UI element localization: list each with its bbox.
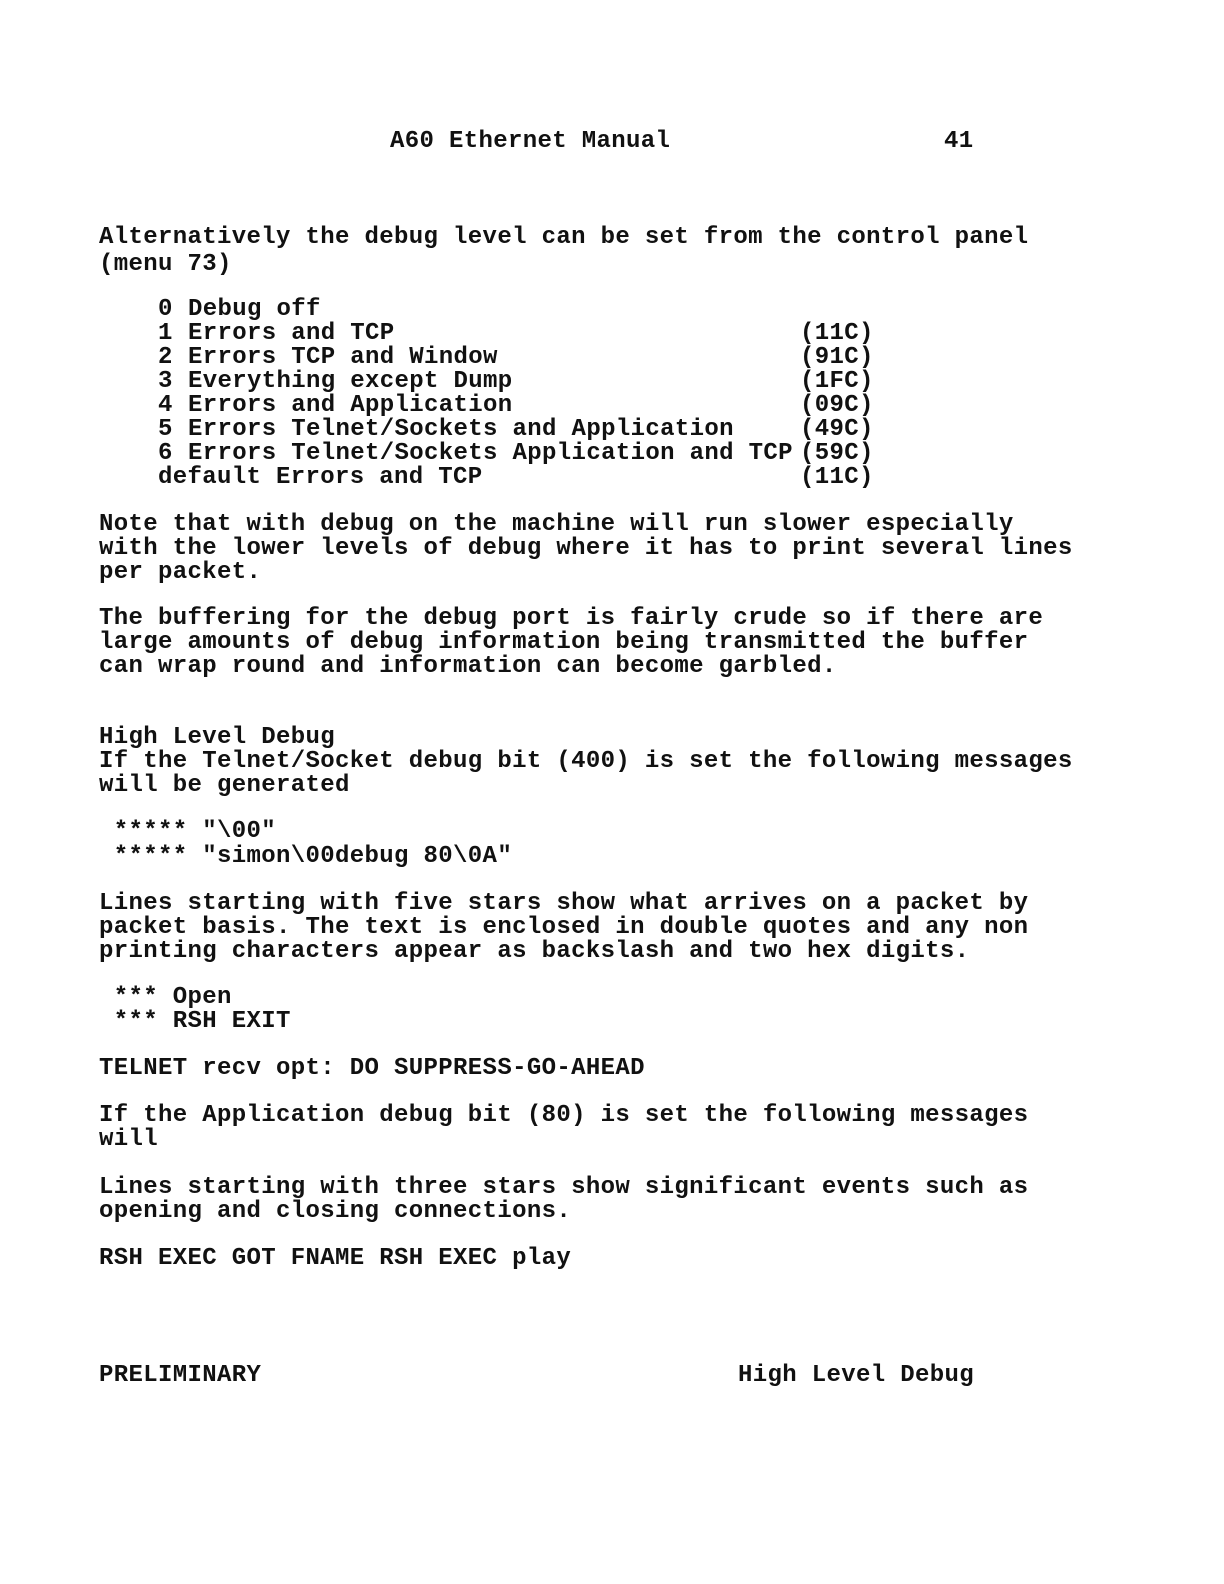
debug-level-code: (1FC) [800,368,874,395]
debug-level-number: 6 [158,440,173,467]
three-star-example: *** RSH EXIT [99,1008,291,1035]
debug-level-desc: Errors Telnet/Sockets Application and TCP [188,440,793,467]
intro-line-2: (menu 73) [99,251,232,278]
debug-level-code: (49C) [800,416,874,443]
buffer-paragraph-line: The buffering for the debug port is fairly crude so if there are [99,605,1044,632]
debug-level-number: 2 [158,344,173,371]
debug-level-default-code: (11C) [800,464,874,491]
footer-section-name: High Level Debug [738,1362,975,1389]
debug-level-code: (11C) [800,320,874,347]
section-heading: High Level Debug [99,724,336,751]
note-paragraph-line: per packet. [99,559,262,586]
section-intro-line: If the Telnet/Socket debug bit (400) is set the following messages [99,748,1073,775]
debug-level-desc: Errors TCP and Window [188,344,498,371]
note-paragraph-line: Note that with debug on the machine will run slower especially [99,511,1014,538]
buffer-paragraph-line: can wrap round and information can become garbled. [99,653,837,680]
debug-level-default: default Errors and TCP [158,464,483,491]
page-number: 41 [944,128,974,155]
footer-status: PRELIMINARY [99,1362,262,1389]
buffer-paragraph-line: large amounts of debug information being transmitted the buffer [99,629,1029,656]
five-star-paragraph-line: printing characters appear as backslash and two hex digits. [99,938,970,965]
debug-level-code: (59C) [800,440,874,467]
debug-level-desc: Errors and Application [188,392,513,419]
note-paragraph-line: with the lower levels of debug where it has to print several lines [99,535,1073,562]
page-header-title: A60 Ethernet Manual [390,128,671,155]
debug-level-number: 0 [158,296,173,323]
debug-level-desc: Errors Telnet/Sockets and Application [188,416,734,443]
five-star-paragraph-line: packet basis. The text is enclosed in double quotes and any non [99,914,1029,941]
rsh-exec-line: RSH EXEC GOT FNAME RSH EXEC play [99,1245,572,1272]
debug-level-number: 5 [158,416,173,443]
debug-level-number: 1 [158,320,173,347]
five-star-paragraph-line: Lines starting with five stars show what arrives on a packet by [99,890,1029,917]
three-star-example: *** Open [99,984,232,1011]
debug-level-code: (09C) [800,392,874,419]
debug-level-desc: Debug off [188,296,321,323]
application-paragraph-line: If the Application debug bit (80) is set the following messages [99,1102,1029,1129]
debug-level-desc: Errors and TCP [188,320,395,347]
five-star-example: ***** "\00" [99,818,277,845]
intro-line-1: Alternatively the debug level can be set from the control panel [99,224,1029,251]
three-star-paragraph-line: opening and closing connections. [99,1198,572,1225]
debug-level-code: (91C) [800,344,874,371]
five-star-example: ***** "simon\00debug 80\0A" [99,843,513,870]
application-paragraph-line: will [99,1126,159,1153]
telnet-option-line: TELNET recv opt: DO SUPPRESS-GO-AHEAD [99,1055,645,1082]
debug-level-number: 3 [158,368,173,395]
three-star-paragraph-line: Lines starting with three stars show significant events such as [99,1174,1029,1201]
debug-level-number: 4 [158,392,173,419]
section-intro-line: will be generated [99,772,350,799]
debug-level-desc: Everything except Dump [188,368,513,395]
